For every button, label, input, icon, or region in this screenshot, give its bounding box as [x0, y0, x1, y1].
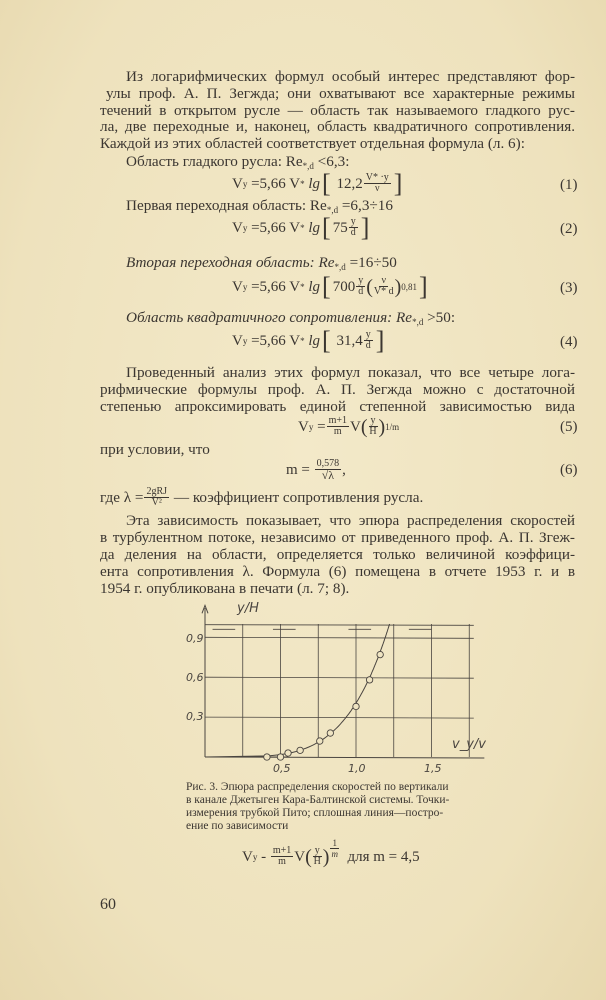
data-point [377, 651, 383, 657]
region-quadratic: Область квадратичного сопротивления: $Re_{*,d} >50$: [126, 309, 456, 327]
y-tick-label: 0,6 [186, 671, 204, 684]
formula-3: V y =5,66 V * lg [ 700 y d ( ν V* d ) 0,81 ] [232, 271, 428, 301]
formula-1: V y =5,66 V * lg [ 12,2 V* ·y ν ] [232, 168, 403, 198]
text-line: течений в открытом русле — область так называемого гладкого рус- [100, 102, 575, 119]
region-transition-2: Вторая переходная область: $Re_{*,d} =16\div 50$ [126, 254, 397, 272]
x-axis-label: v_y/v [452, 737, 486, 752]
x-tick-label: 1,5 [424, 762, 442, 775]
data-point [327, 730, 333, 736]
text-line: да деления на области, определяется только величиной коэффици- [100, 546, 575, 563]
text-line: 1954 г. опубликована в печати (л. 7; 8). [100, 580, 350, 597]
text-line: Из логарифмических формул особый интерес представляют фор- [126, 68, 575, 85]
data-point [277, 754, 283, 760]
data-point [264, 754, 270, 760]
formula-4: V y =5,66 V * lg [ 31,4 y d ] [232, 325, 385, 355]
text-line: улы проф. А. П. Зегжда; они охватывают все характерные режимы [106, 85, 575, 102]
text-line: в турбулентном потоке, независимо от приведенного проф. А. П. Згеж- [100, 529, 575, 546]
grid-line [205, 717, 474, 718]
formula-5: V y = $\frac{m+1}{m}$ V ( y H ) 1/m [298, 415, 400, 438]
y-tick-label: 0,9 [186, 632, 204, 645]
text-line: рифмические формулы проф. А. П. Зегжда можно с достаточной [100, 381, 575, 398]
lambda-definition: где λ = 2gRJ V² — коэффициент сопротивления русла. [100, 485, 424, 508]
data-point [297, 747, 303, 753]
formula-2: V y =5,66 V * lg [ 75 y d ] [232, 212, 370, 242]
region-smooth: Область гладкого русла: $Re_{*,d} <6,3$: [126, 153, 350, 171]
y-axis-label: y/H [237, 601, 259, 616]
text-line: при условии, что [100, 441, 210, 458]
grid-line [205, 637, 474, 638]
text-line: ла, две переходные и, наконец, область квадратичного сопротивления. [100, 118, 575, 135]
fitted-curve [205, 624, 390, 757]
y-tick-label: 0,3 [186, 710, 204, 723]
equation-number: (4) [560, 334, 578, 350]
text-line: Проведенный анализ этих формул показал, что все четыре лога- [126, 364, 575, 381]
data-point [317, 738, 323, 744]
x-tick-label: 0,5 [273, 762, 291, 775]
text-line: ента сопротивления λ. Формула (6) помещена в отчете 1953 г. и в [100, 563, 575, 580]
text-line: степенью апроксимировать единой степенной зависимостью вида [100, 398, 575, 415]
figure-caption: Рис. 3. Эпюра распределения скоростей по вертикали в канале Джетыген Кара-Балтинской системы. Точки- измерения трубкой Пито; сплошная линия—постро- ение по зависимости [186, 781, 450, 832]
water-surface-line [205, 625, 474, 626]
grid-line [205, 677, 474, 678]
region-transition-1: Первая переходная область: $Re_{*,d} =6,3\div 16$ [126, 197, 393, 215]
equation-number: (6) [560, 462, 578, 478]
data-point [353, 703, 359, 709]
text-line: Каждой из этих областей соответствует отдельная формула (л. 6): [100, 135, 525, 152]
equation-number: (5) [560, 419, 578, 435]
formula-6: m = 0,578 √λ , [286, 458, 346, 482]
equation-number: (3) [560, 280, 578, 296]
equation-number: (1) [560, 177, 578, 193]
data-point [366, 677, 372, 683]
data-point [285, 750, 291, 756]
caption-formula: V y - m+1 m V ( y H ) 1 m для m = 4,5 [242, 838, 420, 868]
x-tick-label: 1,0 [348, 762, 366, 775]
text-line: Эта зависимость показывает, что эпюра распределения скоростей [126, 512, 575, 529]
equation-number: (2) [560, 221, 578, 237]
page-number: 60 [100, 896, 116, 913]
